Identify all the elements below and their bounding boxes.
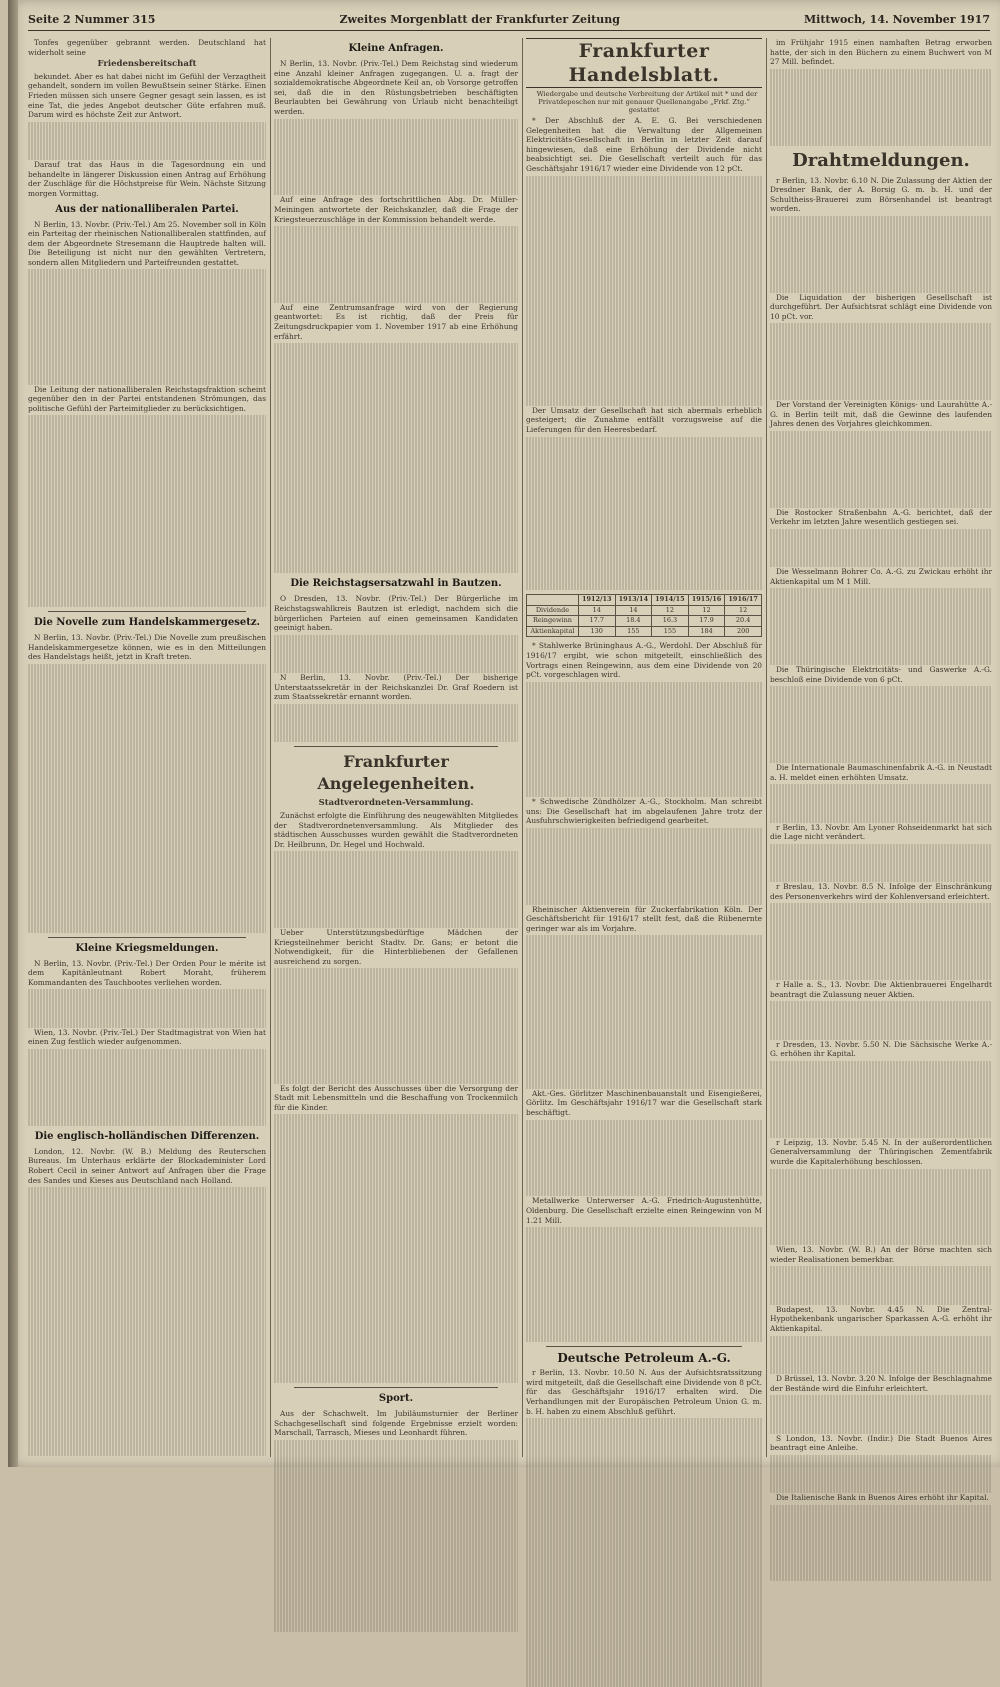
article-text: N Berlin, 13. Novbr. (Priv.-Tel.) Am 25. November soll in Köln ein Parteitag der rheinischen Nationalliberalen stattfinden, auf dem der Abgeordnete Stresemann die Hauptrede halten will. Die Beteiligung ist nicht nur den gewählten Vertretern, sondern allen Mitgliedern und Parteifreunden gestattet.: [28, 219, 266, 267]
article-heading: Aus der nationalliberalen Partei.: [55, 203, 239, 215]
header-date: Mittwoch, 14. November 1917: [803, 12, 990, 26]
header-page-number: Seite 2 Nummer 315: [28, 12, 156, 26]
article-text: London, 12. Novbr. (W. B.) Meldung des Reuterschen Bureaus. Im Unterhaus erklärte der Blockademinister Lord Robert Cecil in seiner Antwort auf Anfragen über die Frage des Sandes und Kieses aus Deutschland nach Holland.: [28, 1146, 266, 1185]
article-text: Budapest, 13. Novbr. 4.45 N. Die Zentral-Hypothekenbank ungarischer Sparkassen A.-G. erhöht ihr Aktienkapital.: [770, 1304, 992, 1333]
table-cell: 16.3: [652, 616, 689, 627]
article-text: S London, 13. Novbr. (Indir.) Die Stadt Buenos Aires beantragt eine Anleihe.: [770, 1433, 992, 1453]
table-cell: 12: [688, 605, 725, 616]
article-text: r Berlin, 13. Novbr. 6.10 N. Die Zulassung der Aktien der Dresdner Bank, der A. Borsig G. m. b. H. und der Schultheiss-Brauerei zum Börsenhandel ist beantragt worden.: [770, 175, 992, 214]
column-1: [28, 38, 266, 1457]
column-rule: [766, 38, 767, 1457]
article-text: * Schwedische Zündhölzer A.-G., Stockholm. Man schreibt uns: Die Gesellschaft hat im abgelaufenen Jahre trotz der Ausfuhrschwierigkeiten befriedigend gearbeitet.: [526, 796, 762, 826]
table-row: [527, 626, 762, 637]
table-header-cell: 1912/13: [578, 595, 615, 606]
table-header-cell: 1914/15: [652, 595, 689, 606]
article-text: Auf eine Anfrage des fortschrittlichen Abg. Dr. Müller-Meiningen antwortete der Reichskanzler, daß die Frage der Kriegsteuerzuschläge in der Kommission behandelt werde.: [274, 195, 518, 224]
article-text: Ueber Unterstützungsbedürftige Mädchen der Kriegsteilnehmer bericht Stadtv. Dr. Gans; er betont die Notwendigkeit, für die Hinterbliebenen der Gefallenen ausreichend zu sorgen.: [274, 928, 518, 966]
article-text: r Berlin, 13. Novbr. 10.50 N. Aus der Aufsichtsratssitzung wird mitgeteilt, daß die Gesellschaft eine Dividende von 8 pCt. für das Geschäftsjahr 1916/17 erhalten wird. Die Verhandlungen mit der Europäischen Petroleum Union G. m. b. H. haben zu einem Abschluß geführt.: [526, 1368, 762, 1416]
article-text: Die Italienische Bank in Buenos Aires erhöht ihr Kapital.: [776, 1493, 989, 1503]
article-text: r Halle a. S., 13. Novbr. Die Aktienbrauerei Engelhardt beantragt die Zulassung neuer Aktien.: [770, 980, 992, 999]
newspaper-page: [8, 0, 1000, 1503]
section-heading: Frankfurter Angelegenheiten.: [317, 752, 475, 794]
table-cell: 12: [652, 605, 689, 616]
table-cell: 184: [688, 626, 725, 637]
article-text: Die Liquidation der bisherigen Gesellschaft ist durchgeführt. Der Aufsichtsrat schlägt eine Dividende von 10 pCt. vor.: [770, 292, 992, 321]
table-cell: 12: [725, 605, 762, 616]
article-text: Auf eine Zentrumsanfrage wird von der Regierung geantwortet: Es ist richtig, daß der Preis für Zeitungsdruckpapier vom 1. November 1917 ab eine Erhöhung erfährt.: [274, 302, 518, 341]
article-text: * Stahlwerke Brüninghaus A.-G., Werdohl. Der Abschluß für 1916/17 ergibt, wie schon mitgeteilt, einschließlich des Vortrags einen Reingewinn, aus dem eine Dividende von 20 pCt. vorgeschlagen wird.: [526, 641, 762, 680]
table-cell: Aktienkapital: [527, 626, 579, 637]
article-text: N Berlin, 13. Novbr. (Priv.-Tel.) Der Orden Pour le mérite ist dem Kapitänleutnant Robert Moraht, früherem Kommandanten des Tauchbootes verliehen worden.: [28, 958, 266, 987]
table-cell: 17.7: [578, 616, 615, 627]
article-text: * Der Abschluß der A. E. G. Bei verschiedenen Gelegenheiten hat die Verwaltung der Allgemeinen Elektricitäts-Gesellschaft in Berlin in letzter Zeit darauf hingewiesen, daß eine Erhöhung der Dividende nicht beabsichtigt sei. Die Gesellschaft verteilt auch für das Geschäftsjahr 1916/17 wieder eine Dividende von 12 pCt.: [526, 116, 762, 173]
column-2: [274, 38, 518, 1457]
table-cell: 130: [578, 626, 615, 637]
table-header-cell: 1915/16: [688, 595, 725, 606]
table-cell: 14: [615, 605, 652, 616]
article-text: Die Rostocker Straßenbahn A.-G. berichtet, daß der Verkehr im letzten Jahre wesentlich gestiegen sei.: [770, 507, 992, 527]
article-text: Metallwerke Unterwerser A.-G. Friedrich-Augustenhütte, Oldenburg. Die Gesellschaft erzielte einen Reingewinn von M 1.21 Mill.: [526, 1196, 762, 1225]
section-masthead: Frankfurter Handelsblatt.: [526, 38, 762, 88]
column-rule: [270, 38, 271, 1457]
article-heading: Kleine Kriegsmeldungen.: [75, 942, 219, 954]
subheading: Friedensbereitschaft: [97, 59, 197, 70]
article-text: Der Vorstand der Vereinigten Königs- und Laurahütte A.-G. in Berlin teilt mit, daß die Gewinne des laufenden Jahres denen des Vorjahres gleichkommen.: [770, 400, 992, 429]
article-text: Die Thüringische Elektricitäts- und Gaswerke A.-G. beschloß eine Dividende von 6 pCt.: [770, 665, 992, 684]
table-header-row: [527, 595, 762, 606]
article-text: Die Wesselmann Bohrer Co. A.-G. zu Zwickau erhöht ihr Aktienkapital um M 1 Mill.: [770, 567, 992, 586]
table-cell: Reingewinn: [527, 616, 579, 627]
article-text: Wien, 13. Novbr. (W. B.) An der Börse machten sich wieder Realisationen bemerkbar.: [770, 1245, 992, 1264]
table-cell: 155: [652, 626, 689, 637]
financial-table: [526, 594, 762, 637]
header-newspaper-title: Zweites Morgenblatt der Frankfurter Zeitung: [339, 12, 620, 26]
article-heading: Die englisch-holländischen Differenzen.: [34, 1130, 260, 1142]
article-text: Darauf trat das Haus in die Tagesordnung ein und behandelte in längerer Diskussion einen Antrag auf Erhöhung der Zuschläge für die Höchstpreise für Wein. Nächste Sitzung morgen Vormittag.: [28, 160, 266, 198]
section-heading: Drahtmeldungen.: [792, 149, 970, 171]
column-rule: [522, 38, 523, 1457]
article-text: Zunächst erfolgte die Einführung des neugewählten Mitgliedes der Stadtverordnetenversammlung. Als Mitglieder des städtischen Ausschusses wurden gewählt die Stadtverordneten Dr. Heilbrunn, Dr. Hegel und Hochwald.: [274, 810, 518, 849]
table-cell: 155: [615, 626, 652, 637]
article-heading: Deutsche Petroleum A.-G.: [557, 1351, 731, 1366]
binding-spine: [8, 0, 18, 1467]
article-text: im Frühjahr 1915 einen namhaften Betrag erworben hatte, der sich in den Büchern zu einem Buchwert von M 27 Mill. befindet.: [770, 38, 992, 67]
article-text: Der Umsatz der Gesellschaft hat sich abermals erheblich gesteigert; die Zunahme entfällt vorzugsweise auf die Lieferungen für den Heeresbedarf.: [526, 405, 762, 434]
article-text: Tonfes gegenüber gebrannt werden. Deutschland hat widerholt seine: [28, 38, 266, 57]
page-header: [28, 8, 990, 31]
article-text: Akt.-Ges. Görlitzer Maschinenbauanstalt und Eisengießerei, Görlitz. Im Geschäftsjahr 1916/17 war die Gesellschaft stark beschäftigt.: [526, 1088, 762, 1117]
table-header-cell: [527, 595, 579, 606]
article-text: r Leipzig, 13. Novbr. 5.45 N. In der außerordentlichen Generalversammlung der Thüringischen Zementfabrik wurde die Kapitalerhöhung beschlossen.: [770, 1137, 992, 1166]
article-text: O Dresden, 13. Novbr. (Priv.-Tel.) Der Bürgerliche im Reichstagswahlkreis Bautzen ist erledigt, nachdem sich die bürgerlichen Parteien auf einen gemeinsamen Kandidaten geeinigt haben.: [274, 594, 518, 633]
article-text: N Berlin, 13. Novbr. (Priv.-Tel.) Der bisherige Unterstaatssekretär in der Reichskanzlei Dr. Graf Roedern ist zum Staatssekretär ernannt worden.: [274, 673, 518, 702]
subheading: Stadtverordneten-Versammlung.: [318, 798, 474, 809]
table-cell: 200: [725, 626, 762, 637]
table-row: [527, 616, 762, 627]
article-text: Es folgt der Bericht des Ausschusses über die Versorgung der Stadt mit Lebensmitteln und die Beschaffung von Trockenmilch für die Kinder.: [274, 1083, 518, 1112]
column-3: [526, 38, 762, 1457]
article-text: Rheinischer Aktienverein für Zuckerfabrikation Köln. Der Geschäftsbericht für 1916/17 stellt fest, daß die Rübenernte geringer war als im Vorjahre.: [526, 904, 762, 933]
article-heading: Die Reichstagsersatzwahl in Bautzen.: [290, 578, 502, 590]
table-header-cell: 1916/17: [725, 595, 762, 606]
column-4: [770, 38, 992, 1503]
article-text: N Berlin, 13. Novbr. (Priv.-Tel.) Die Novelle zum preußischen Handelskammergesetze können, wie es in den Mitteilungen des Handelstags heißt, jetzt in Kraft treten.: [28, 633, 266, 662]
table-row: [527, 605, 762, 616]
article-text: D Brüssel, 13. Novbr. 3.20 N. Infolge der Beschlagnahme der Bestände wird die Einfuhr erleichtert.: [770, 1373, 992, 1393]
table-header-cell: 1913/14: [615, 595, 652, 606]
article-text: Aus der Schachwelt. Im Jubiläumsturnier der Berliner Schachgesellschaft sind folgende Ergebnisse erzielt worden: Marschall, Tarrasch, Mieses und Leonhardt führen.: [274, 1409, 518, 1438]
masthead-note: Wiedergabe und deutsche Verbreitung der Artikel mit * und der Privatdepeschen nur mit genauer Quellenangabe „Frkf. Ztg.“ gestattet: [536, 90, 758, 114]
article-text: Die Leitung der nationalliberalen Reichstagsfraktion scheint gegenüber den in der Partei entstandenen Strömungen, das politische Gefühl der Parteimitglieder zu berücksichtigen.: [28, 384, 266, 413]
article-heading: Kleine Anfragen.: [348, 43, 444, 54]
table-cell: 18.4: [615, 616, 652, 627]
article-text: Wien, 13. Novbr. (Priv.-Tel.) Der Stadtmagistrat von Wien hat einen Zug festlich wieder aufgenommen.: [28, 1027, 266, 1047]
article-text: Die Internationale Baumaschinenfabrik A.-G. in Neustadt a. H. meldet einen erhöhten Umsatz.: [770, 763, 992, 782]
article-text: bekundet. Aber es hat dabei nicht im Gefühl der Verzagtheit gehandelt, sondern im vollen Bewußtsein seiner Stärke. Einen Frieden müssen sich unsere Gegner gesagt sein lassen, es ist eine Tat, die jedes Angebot deutscher Güte erfahren muß. Darum wird es höchste Zeit zur Antwort.: [28, 71, 266, 120]
article-heading: Die Novelle zum Handelskammergesetz.: [33, 617, 261, 629]
table-cell: 14: [578, 605, 615, 616]
article-heading: Sport.: [378, 1393, 414, 1404]
article-text: r Breslau, 13. Novbr. 8.5 N. Infolge der Einschränkung des Personenverkehrs wird der Kohlenversand erleichtert.: [770, 882, 992, 901]
article-text: r Berlin, 13. Novbr. Am Lyoner Rohseidenmarkt hat sich die Lage nicht verändert.: [770, 822, 992, 842]
article-text: N Berlin, 13. Novbr. (Priv.-Tel.) Dem Reichstag sind wiederum eine Anzahl kleiner Anfragen zugegangen. U. a. fragt der sozialdemokratische Abgeordnete Keil an, ob Vorsorge getroffen sei, daß die in den Rüstungsbetrieben beschäftigten Beurlaubten bei Gewährung von Urlaub nicht benachteiligt werden.: [274, 59, 518, 116]
table-cell: 20.4: [725, 616, 762, 627]
table-cell: 17.9: [688, 616, 725, 627]
table-cell: Dividende: [527, 605, 579, 616]
article-text: r Dresden, 13. Novbr. 5.50 N. Die Sächsische Werke A.-G. erhöhen ihr Kapital.: [770, 1039, 992, 1059]
